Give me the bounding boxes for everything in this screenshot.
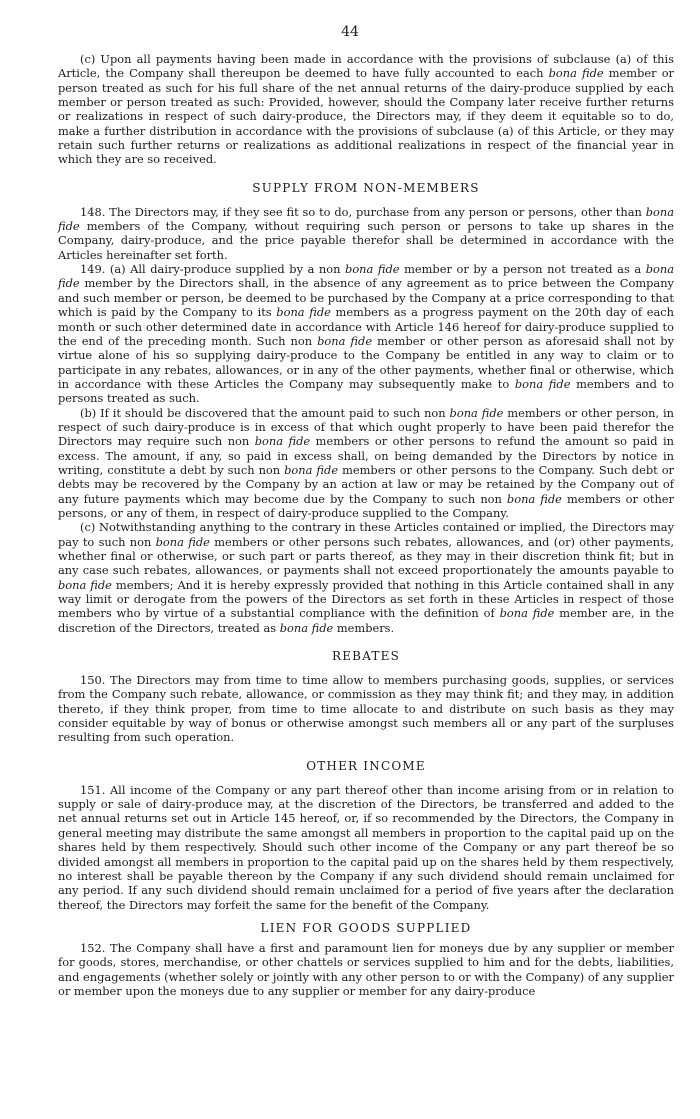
article-148-paragraph (58, 205, 674, 262)
text-run: member by the Directors shall, in the absence of any agreement as to price between the Company and such member or person, be deemed to be purchased by the Company at a price corresponding to that which is paid by the Company to its (58, 276, 674, 320)
article-152-paragraph: 152. The Company shall have a first and paramount lien for moneys due by any supplier or member for goods, stores, merchandise, or other chattels or services supplied to him and for the debts, liabilities, and engagements (whether solely or jointly with any other person to or with the Company) of any supplier or member upon the moneys due to any supplier or member for any dairy-produce (58, 940, 674, 998)
text-run: members or other person, in respect of such dairy-produce is in excess of that which ought properly to have been paid therefor the Directors may require such non (58, 405, 674, 449)
text-run: (c) Notwithstanding anything to the contrary in these Articles contained or implied, the Directors may pay to such non (58, 520, 674, 549)
text-run: (b) If it should be discovered that the amount paid to such non (80, 405, 450, 420)
page-number: 44 (341, 24, 359, 40)
text-run: members as a progress payment on the 20th day of each month or such other determined date in accordance with Article 146 hereof for dairy-produce supplied to the end of the preceding month. Such non (58, 305, 674, 348)
text-run: members and to persons treated as such. (58, 376, 675, 406)
heading-other-income: OTHER INCOME (306, 758, 426, 773)
article-150-paragraph: 150. The Directors may from time to time allow to members purchasing goods, supplies, or services from the Company such rebate, allowance, or commission as they may think fit; and they may, in addition thereto, if they think proper, from time to time allocate to and distribute on such basis as they may consider equitable by way of bonus or otherwise amongst such members all or any part of the surpluses resulting from such operation. (58, 673, 674, 745)
article-149a-paragraph (58, 262, 674, 405)
heading-supply-from-non-members: SUPPLY FROM NON-MEMBERS (252, 180, 480, 195)
text-run: (c) Upon all payments having been made in accordance with the provisions of subclause (a) of this Article, the Company shall thereupon be deemed to have fully accounted to each (58, 52, 674, 81)
bona-fide-italic: bona fide (514, 376, 571, 391)
text-run: member or other person as aforesaid shall not by virtue alone of his so supplying dairy-produce to the Company be entitled in any way to claim or to participate in any rebates, allowances, or in any of the other payments, whether final or otherwise, which in accordance with these Articles the Company may subsequently make to (58, 333, 675, 391)
text-run: member or person treated as such for his full share of the net annual returns of the dairy-produce supplied by each member or person treated as such: Provided, however, should the Company later receive further returns or realizations in respect of such dairy-produce, the Directors may, if they deem it equitable so to do, make a further distribution in accordance with the provisions of subclause (a) of this Article, or they may retain such further returns or realizations as additional realizations in respect of the financial year in which they are so received. (58, 66, 674, 167)
bona-fide-italic: bona fide (276, 305, 331, 320)
text-run: members or other persons such rebates, allowances, and (or) other payments, whether final or otherwise, or such part or parts thereof, as they may in their discretion think fit; but in any case such rebates, allowances, or payments shall not exceed proportionately the amounts payable to (58, 534, 674, 578)
article-149b-paragraph (58, 406, 674, 521)
bona-fide-italic: bona fide (548, 66, 604, 81)
heading-rebates: REBATES (331, 649, 400, 664)
text-run: member or by a person not treated as a (399, 262, 646, 277)
bona-fide-italic: bona fide (254, 434, 311, 449)
text-run: members or other persons, or any of them, in respect of dairy-produce supplied to the Company. (58, 491, 674, 520)
text-run: members of the Company, without requiring such person or persons to take up shares in the Company, dairy-produce, and the price payable therefor shall be determined in accordance with the Articles hereinafter set forth. (58, 219, 674, 262)
article-147c-paragraph (58, 52, 674, 167)
bona-fide-italic: bona fide (58, 262, 674, 291)
text-run: members or other persons to refund the amount so paid in excess. The amount, if any, so paid in excess shall, on being demanded by the Directors by notice in writing, constitute a debt by such non (58, 434, 674, 477)
bona-fide-italic: bona fide (506, 491, 562, 506)
text-run: members. (333, 620, 395, 635)
bona-fide-italic: bona fide (317, 333, 373, 348)
bona-fide-italic: bona fide (155, 534, 210, 549)
bona-fide-italic: bona fide (58, 577, 112, 592)
article-151-paragraph: 151. All income of the Company or any part thereof other than income arising from or in relation to supply or sale of dairy-produce may, at the discretion of the Directors, be transferred and added to the net annual returns set out in Article 145 hereof, or, if so recommended by the Directors, the Company in general meeting may distribute the same amongst all members in proportion to the capital paid up on the shares held by them respectively. Should such other income of the Company or any part thereof be so divided amongst all members in proportion to the capital paid up on the shares held by them respectively, no interest shall be payable thereon by the Company if any such dividend should remain unclaimed for any period. If any such dividend should remain unclaimed for a period of five years after the declaration thereof, the Directors may forfeit the same for the benefit of the Company. (58, 782, 674, 912)
text-run: 148. The Directors may, if they see fit so to do, purchase from any person or persons, other than (80, 204, 646, 219)
bona-fide-italic: bona fide (284, 462, 339, 477)
bona-fide-italic: bona fide (449, 405, 504, 420)
bona-fide-italic: bona fide (58, 204, 674, 234)
text-run: members or other persons to the Company. Such debt or debts may be recovered by the Company by an action at law or may be retained by the Company out of any future payments which may become due by the Company to such non (58, 462, 675, 506)
bona-fide-italic: bona fide (499, 606, 555, 621)
article-149c-paragraph (58, 520, 674, 635)
text-run: members; And it is hereby expressly provided that nothing in this Article contained shall in any way limit or derogate from the powers of the Directors as set forth in these Articles in respect of those members who by virtue of a substantial compliance with the definition of (58, 577, 674, 621)
heading-lien-for-goods-supplied: LIEN FOR GOODS SUPPLIED (260, 920, 472, 935)
bona-fide-italic: bona fide (345, 262, 400, 277)
text-run: member are, in the discretion of the Directors, treated as (58, 606, 674, 635)
bona-fide-italic: bona fide (279, 620, 334, 635)
text-run: 149. (a) All dairy-produce supplied by a non (80, 262, 346, 277)
